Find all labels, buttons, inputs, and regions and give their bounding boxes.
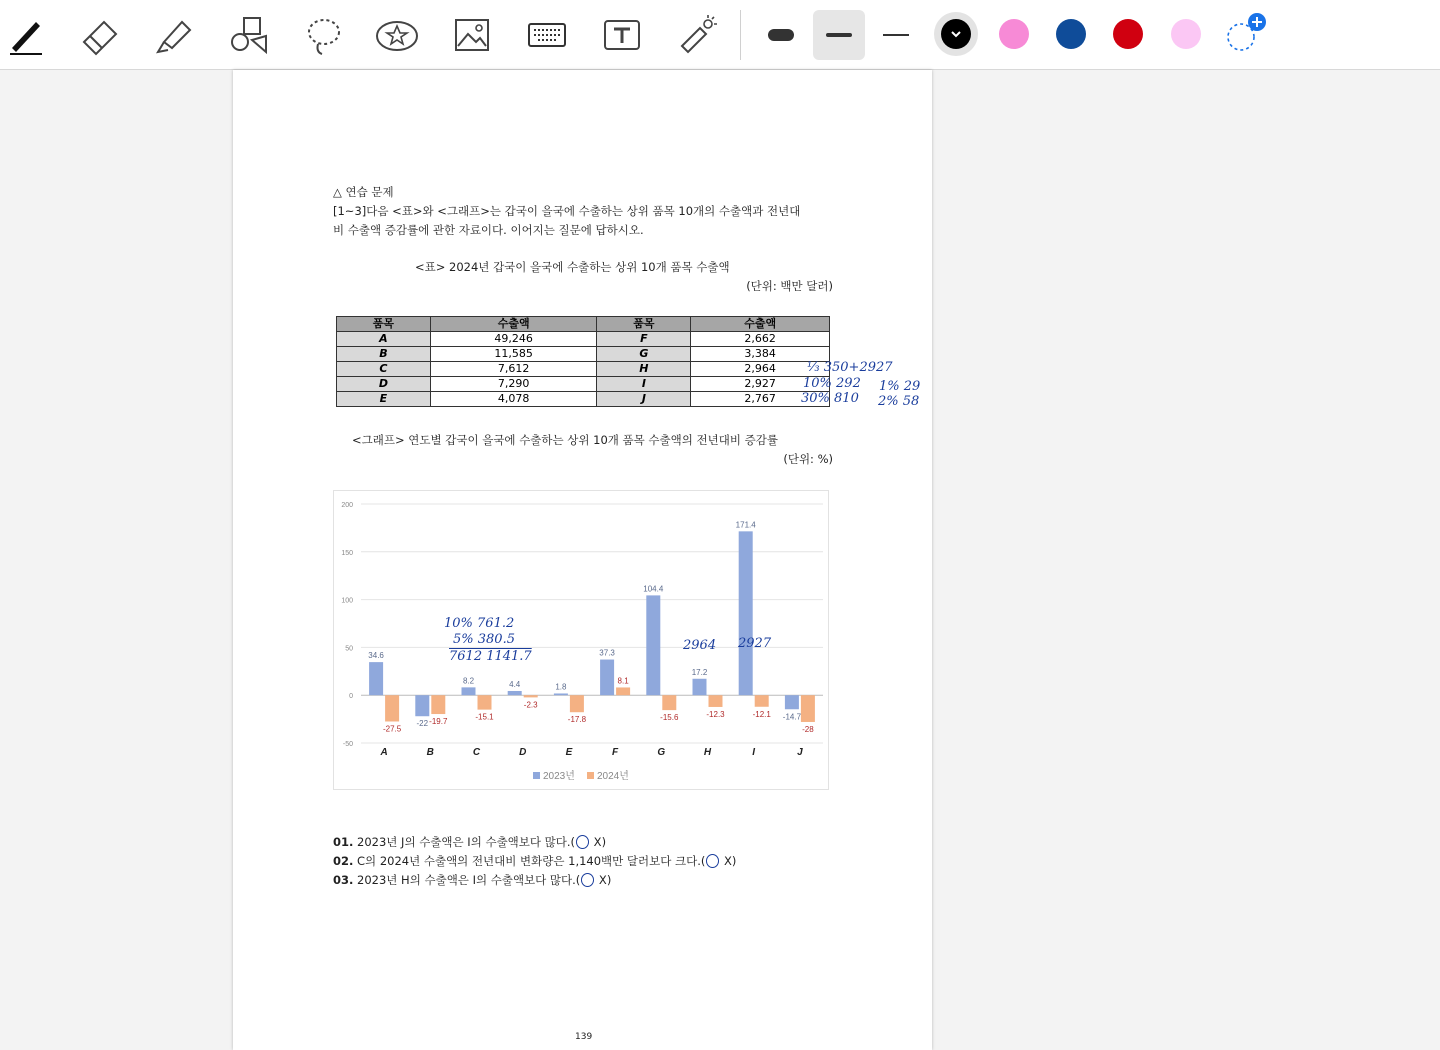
- image-tool[interactable]: [447, 10, 497, 60]
- table-cell: 4,078: [430, 392, 597, 407]
- x-tick-label: F: [612, 747, 619, 758]
- table-row: [337, 392, 830, 407]
- color-swatch-blue[interactable]: [1056, 19, 1086, 49]
- table-cell: 3,384: [691, 347, 830, 362]
- y-tick-label: 200: [341, 502, 353, 509]
- table-row: [337, 362, 830, 377]
- bar: [785, 695, 799, 709]
- sticker-tool[interactable]: [372, 10, 422, 60]
- question-text: 2023년 H의 수출액은 I의 수출액보다 많다.(: [357, 873, 581, 887]
- thin-stroke-icon: [873, 12, 919, 58]
- table-cell: G: [597, 347, 691, 362]
- handwritten-note: 5% 380.5: [453, 632, 515, 647]
- image-icon: [449, 12, 495, 58]
- handwritten-note: ⅓ 350+2927: [807, 360, 893, 375]
- question-tail: X): [595, 873, 612, 887]
- handwritten-note: 10% 761.2: [444, 616, 515, 631]
- bar: [600, 660, 614, 696]
- data-label: 1.8: [555, 682, 567, 692]
- data-label: 17.2: [691, 667, 708, 677]
- bar: [462, 687, 476, 695]
- data-label: 37.3: [599, 648, 615, 658]
- table-cell: 11,585: [430, 347, 597, 362]
- laser-pointer-tool[interactable]: [672, 10, 722, 60]
- graph-title: <그래프> 연도별 갑국이 을국에 수출하는 상위 10개 품목 수출액의 전년대비 증감률: [352, 433, 778, 447]
- medium-stroke-icon: [816, 12, 862, 58]
- data-label: -2.3: [523, 700, 538, 710]
- table-cell: A: [337, 332, 431, 347]
- table-header: 수출액: [430, 317, 597, 332]
- data-label: -27.5: [382, 724, 402, 734]
- section-title: △ 연습 문제: [333, 185, 394, 199]
- handwritten-note: 1% 29: [879, 379, 921, 394]
- table-header: 품목: [337, 317, 431, 332]
- lasso-icon: [300, 12, 346, 58]
- data-label: -22: [416, 719, 429, 729]
- x-tick-label: E: [565, 747, 573, 758]
- eraser-tool[interactable]: [74, 10, 124, 60]
- toolbar-divider: [740, 10, 741, 60]
- x-tick-label: I: [752, 747, 756, 758]
- table-cell: F: [597, 332, 691, 347]
- bar: [739, 531, 753, 695]
- page-number: 139: [575, 1032, 593, 1042]
- color-swatch-red[interactable]: [1113, 19, 1143, 49]
- legend-swatch: [587, 772, 594, 779]
- pen-icon: [2, 12, 48, 58]
- color-swatch-pink[interactable]: [999, 19, 1029, 49]
- handwritten-note: 7612 1141.7: [449, 649, 532, 664]
- data-label: 8.1: [617, 676, 629, 686]
- table-cell: J: [597, 392, 691, 407]
- highlighter-tool[interactable]: [150, 10, 200, 60]
- table-row: [337, 332, 830, 347]
- handwritten-note: 30% 810: [801, 391, 859, 406]
- table-cell: 7,612: [430, 362, 597, 377]
- bar: [646, 595, 660, 695]
- pen-tool[interactable]: [0, 10, 50, 60]
- table-cell: 49,246: [430, 332, 597, 347]
- add-color-button[interactable]: [1218, 10, 1268, 60]
- x-tick-label: B: [426, 747, 434, 758]
- table-cell: 2,927: [691, 377, 830, 392]
- laser-pointer-icon: [674, 12, 720, 58]
- bar: [524, 695, 538, 697]
- bar: [478, 695, 492, 709]
- stroke-thick-button[interactable]: [756, 10, 806, 60]
- y-tick-label: 150: [341, 549, 353, 557]
- data-label: 104.4: [643, 584, 664, 594]
- x-tick-label: J: [797, 747, 803, 758]
- question-number: 03.: [333, 873, 354, 887]
- eraser-icon: [76, 12, 122, 58]
- bar: [415, 695, 429, 716]
- handwritten-note: 2964: [683, 638, 717, 653]
- y-tick-label: 100: [341, 597, 353, 605]
- table-cell: 2,662: [691, 332, 830, 347]
- handwritten-circle: [576, 835, 589, 849]
- stroke-thin-button[interactable]: [871, 10, 921, 60]
- y-tick-label: 50: [345, 645, 353, 653]
- color-swatch-light-pink[interactable]: [1171, 19, 1201, 49]
- table-cell: C: [337, 362, 431, 377]
- shapes-icon: [226, 12, 272, 58]
- data-label: -15.6: [660, 713, 679, 723]
- data-label: 34.6: [368, 651, 384, 661]
- keyboard-icon: [524, 12, 570, 58]
- stroke-medium-button[interactable]: [813, 10, 865, 60]
- bar: [709, 695, 723, 707]
- x-tick-label: H: [703, 747, 712, 758]
- question-text: 2023년 J의 수출액은 I의 수출액보다 많다.(: [357, 835, 576, 849]
- bar: [369, 662, 383, 695]
- y-tick-label: 0: [349, 693, 353, 701]
- table-cell: B: [337, 347, 431, 362]
- table-cell: H: [597, 362, 691, 377]
- bar: [662, 695, 676, 710]
- table-unit: (단위: 백만 달러): [746, 279, 833, 293]
- table-header: 수출액: [691, 317, 830, 332]
- handwritten-note: 2927: [738, 636, 772, 651]
- data-label: -14.7: [782, 712, 802, 722]
- table-cell: E: [337, 392, 431, 407]
- x-tick-label: C: [472, 747, 481, 758]
- table-cell: D: [337, 377, 431, 392]
- handwritten-circle: [581, 873, 594, 887]
- graph-unit: (단위: %): [783, 452, 833, 466]
- chevron-down-icon: [941, 19, 971, 49]
- instruction-line-2: 비 수출액 증감률에 관한 자료이다. 이어지는 질문에 답하시오.: [333, 223, 644, 237]
- text-box-tool[interactable]: [597, 10, 647, 60]
- legend-swatch: [533, 772, 540, 779]
- handwritten-note: 10% 292: [803, 376, 861, 391]
- question-2: [333, 853, 736, 869]
- question-1: [333, 834, 606, 850]
- data-label: -12.3: [706, 709, 725, 719]
- toolbar: [0, 0, 1440, 70]
- y-tick-label: -50: [342, 741, 353, 748]
- add-color-icon: [1220, 12, 1266, 58]
- bar: [801, 695, 815, 722]
- data-label: -28: [802, 724, 814, 734]
- table-row: [337, 377, 830, 392]
- table-cell: I: [597, 377, 691, 392]
- data-label: 171.4: [735, 520, 756, 530]
- data-label: 8.2: [462, 676, 475, 686]
- export-table: [336, 316, 830, 407]
- data-label: -12.1: [752, 709, 771, 719]
- data-label: -19.7: [429, 717, 448, 727]
- data-label: 4.4: [509, 679, 521, 689]
- legend-label: 2023년: [543, 771, 575, 782]
- data-label: -17.8: [567, 715, 587, 725]
- table-title: <표> 2024년 갑국이 을국에 수출하는 상위 10개 품목 수출액: [415, 260, 730, 274]
- color-swatch-black[interactable]: [941, 19, 971, 49]
- bar: [616, 687, 630, 695]
- table-header-row: [337, 317, 830, 332]
- bar: [554, 693, 568, 695]
- bar: [693, 679, 707, 695]
- table-row: [337, 347, 830, 362]
- data-label: -15.1: [475, 712, 494, 722]
- handwritten-note: 2% 58: [878, 394, 920, 409]
- table-header: 품목: [597, 317, 691, 332]
- x-tick-label: G: [657, 747, 666, 758]
- question-text: C의 2024년 수출액의 전년대비 변화량은 1,140백만 달러보다 크다.(: [357, 854, 706, 868]
- instruction-line-1: [1~3]다음 <표>와 <그래프>는 갑국이 을국에 수출하는 상위 품목 10개의 수출액과 전년대: [333, 204, 801, 218]
- question-number: 02.: [333, 854, 354, 868]
- shapes-tool[interactable]: [224, 10, 274, 60]
- x-tick-label: D: [519, 747, 527, 758]
- table-cell: 7,290: [430, 377, 597, 392]
- lasso-tool[interactable]: [298, 10, 348, 60]
- table-cell: 2,964: [691, 362, 830, 377]
- x-tick-label: A: [380, 747, 388, 758]
- bar: [431, 695, 445, 714]
- question-tail: X): [720, 854, 737, 868]
- bar: [385, 695, 399, 721]
- question-tail: X): [590, 835, 607, 849]
- bar: [508, 691, 522, 695]
- thick-stroke-icon: [758, 12, 804, 58]
- handwritten-circle: [706, 854, 719, 868]
- document-page: [233, 70, 932, 1050]
- keyboard-tool[interactable]: [522, 10, 572, 60]
- question-number: 01.: [333, 835, 354, 849]
- legend-label: 2024년: [597, 771, 629, 782]
- bar: [570, 695, 584, 712]
- sticker-icon: [374, 12, 420, 58]
- bar: [755, 695, 769, 707]
- text-box-icon: [599, 12, 645, 58]
- highlighter-icon: [152, 12, 198, 58]
- question-3: [333, 872, 611, 888]
- table-cell: 2,767: [691, 392, 830, 407]
